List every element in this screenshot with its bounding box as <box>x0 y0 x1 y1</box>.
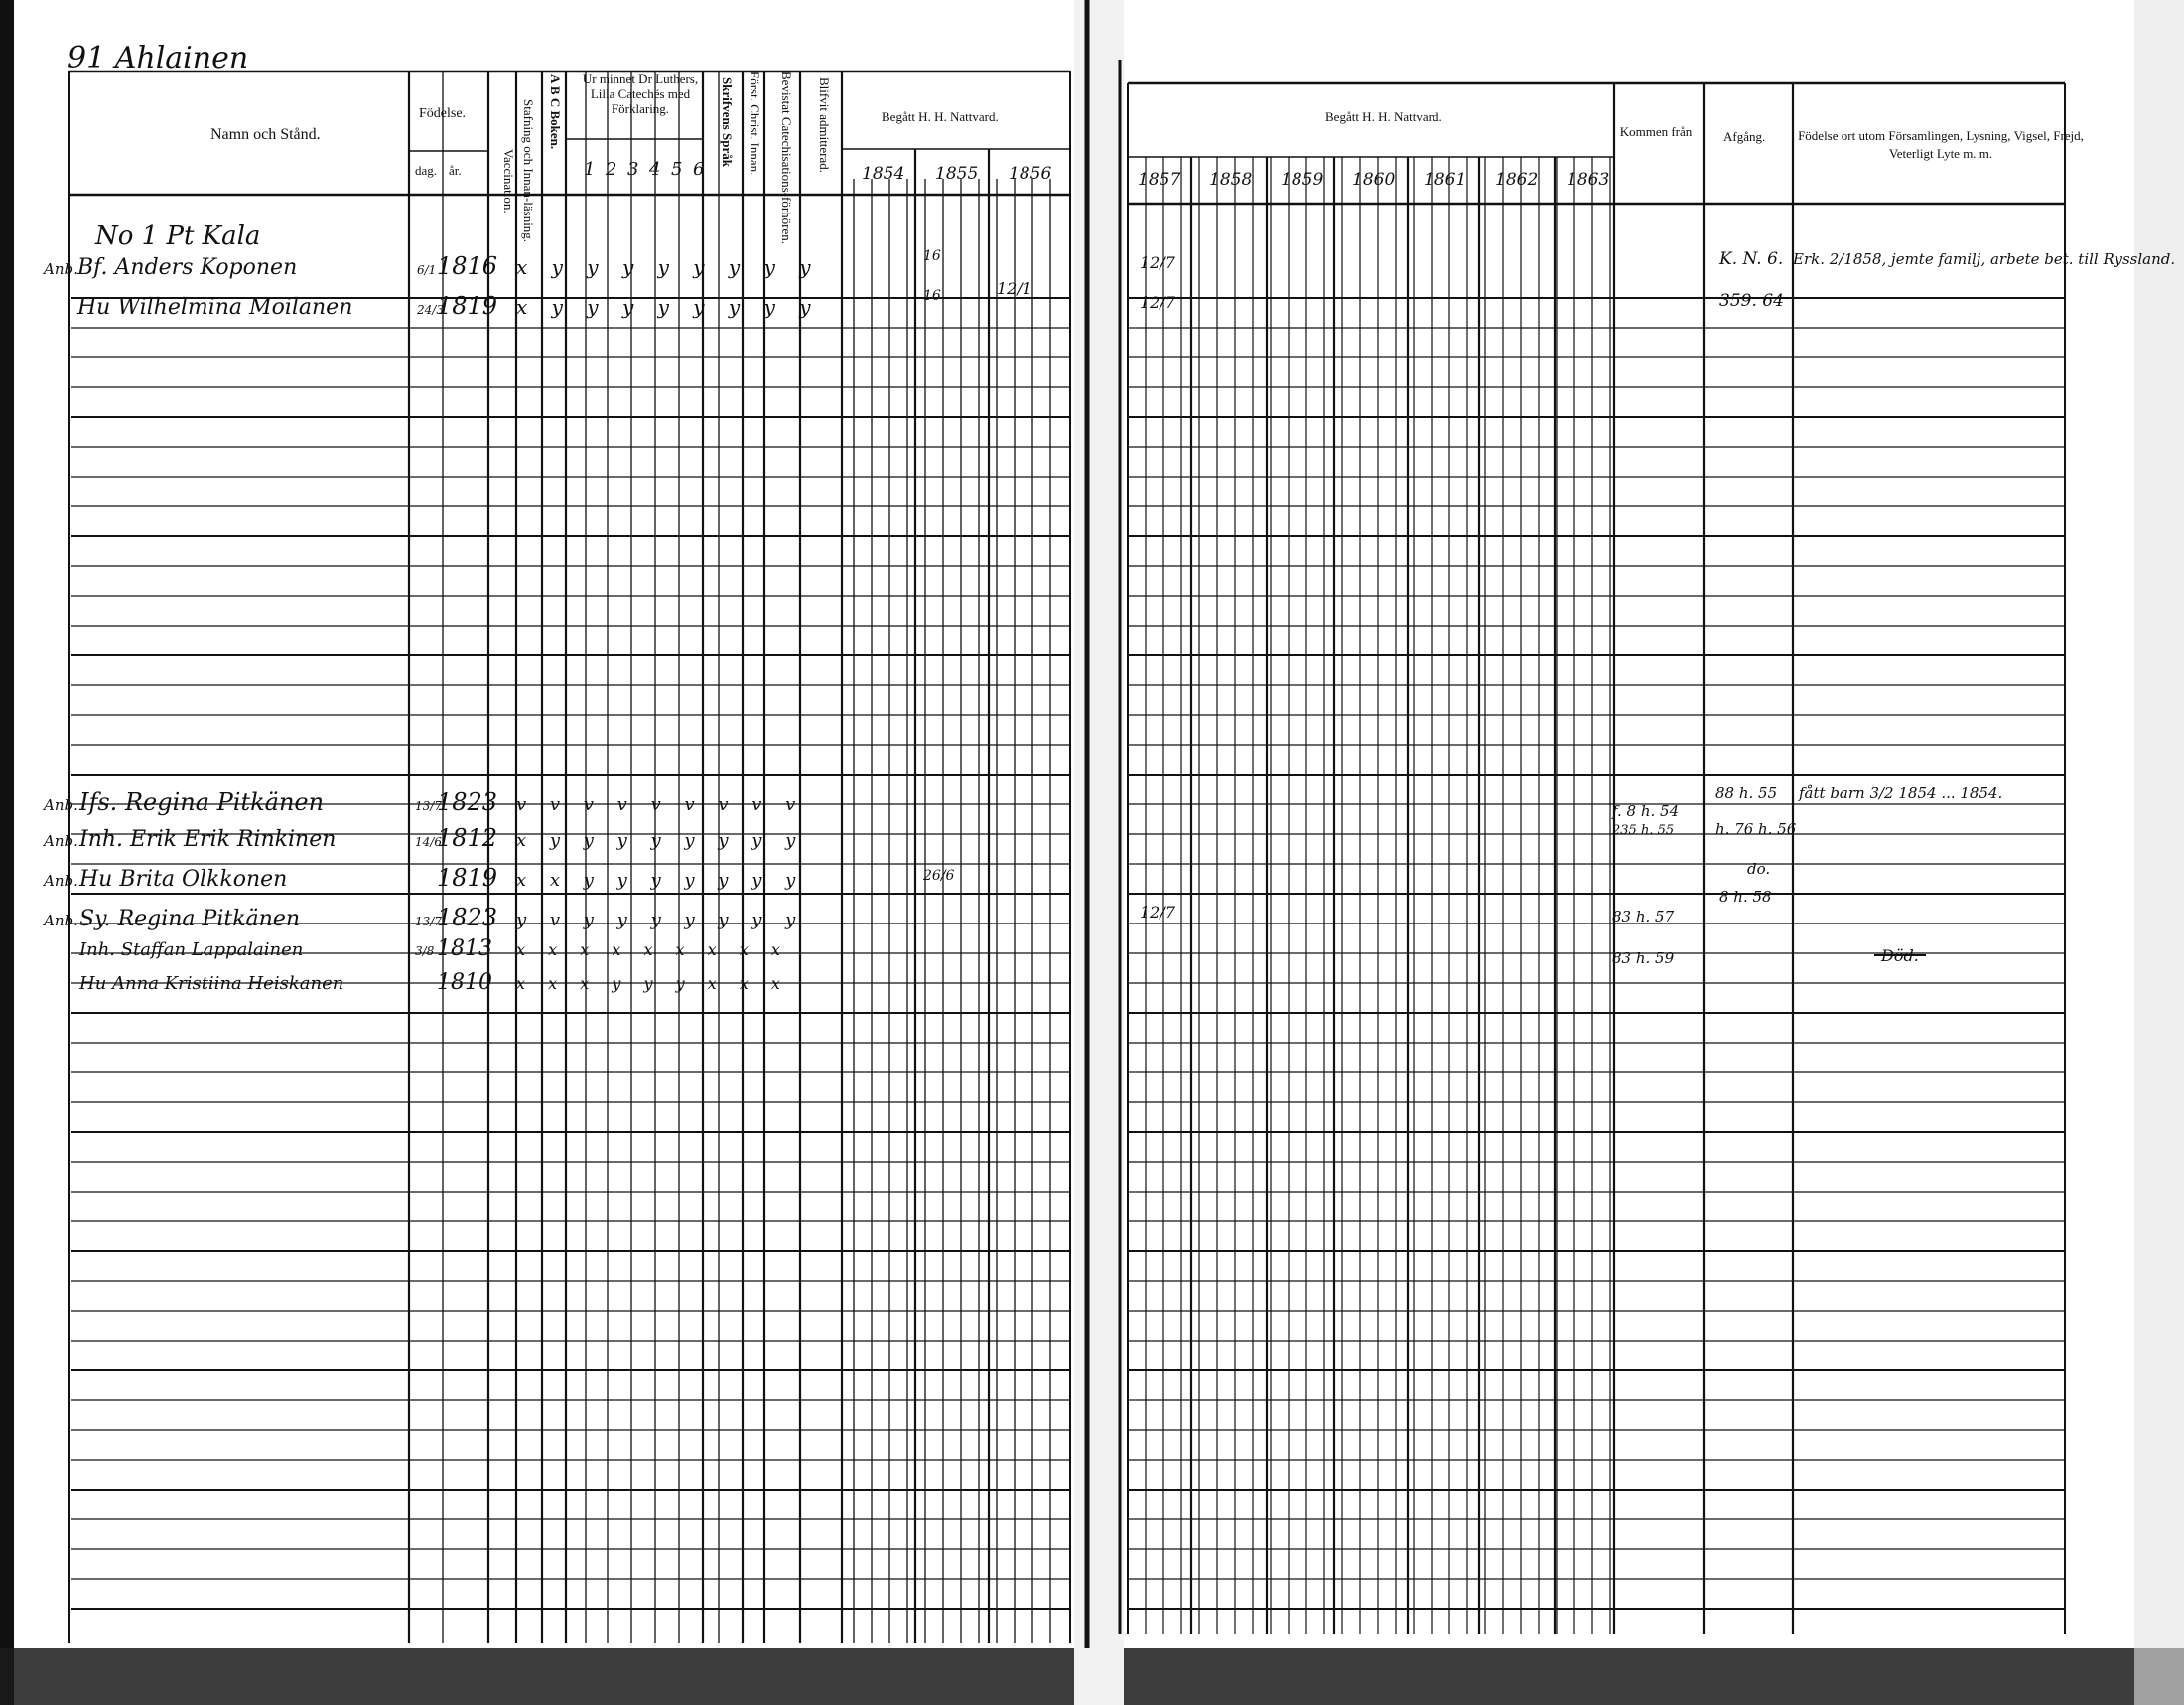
person-name: Hu Wilhelmina Moilanen <box>77 295 353 320</box>
person-name: Hu Anna Kristiina Heiskanen <box>79 973 344 994</box>
reading-marks: x x x x x x x x x <box>516 940 789 959</box>
header-confirmed: Bevistat Catechisations-förhören. <box>779 71 794 245</box>
reading-marks: x x y y y y y y y <box>516 870 805 891</box>
person-name: Inh. Staffan Lappalainen <box>79 939 304 960</box>
header-communion-right: Begått H. H. Nattvard. <box>1325 109 1442 124</box>
header-communion-left: Begått H. H. Nattvard. <box>882 109 999 124</box>
communion-mark: 16 <box>923 288 941 304</box>
row-margin-mark: Anb. <box>44 796 78 814</box>
communion-year: 1858 <box>1209 170 1253 190</box>
communion-mark: 26/6 <box>923 868 955 884</box>
communion-mark: 12/7 <box>1140 903 1175 922</box>
reading-marks: y v y y y y y y y <box>516 910 805 930</box>
row-margin-mark: Anb. <box>44 872 78 890</box>
catechism-number: 1 <box>584 159 596 180</box>
reading-marks: v v v v v v v v v <box>516 794 805 815</box>
person-name: Inh. Erik Erik Rinkinen <box>79 827 337 852</box>
communion-year: 1860 <box>1352 170 1396 190</box>
person-name: Ifs. Regina Pitkänen <box>79 788 325 816</box>
entry-note: Död. <box>1881 946 1919 965</box>
row-margin-mark: Anb. <box>44 912 78 929</box>
entry-came-from: f. 8 h. 54 <box>1612 802 1680 820</box>
header-vaccination: Vaccination. <box>501 149 516 213</box>
communion-mark: 12/7 <box>1140 253 1175 272</box>
header-departure: Afgång. <box>1723 129 1766 144</box>
person-name: Sy. Regina Pitkänen <box>79 907 301 931</box>
birth-year: 1813 <box>437 936 492 961</box>
communion-mark: 12/1 <box>997 279 1032 298</box>
page-title: 91 Ahlainen <box>68 41 249 75</box>
entry-came-from: 83 h. 59 <box>1612 949 1675 967</box>
reading-marks: x y y y y y y y y <box>516 255 820 279</box>
birth-year: 1819 <box>437 292 498 320</box>
birth-day: 13/7 <box>415 915 442 928</box>
row-margin-mark: Anb. <box>44 260 78 278</box>
birth-day: 24/3 <box>417 303 444 317</box>
birth-day: 14/6 <box>415 835 442 849</box>
reading-marks: x y y y y y y y y <box>516 830 805 851</box>
header-birth-year: år. <box>449 163 462 178</box>
entry-departure: do. <box>1747 860 1771 878</box>
birth-day: 6/1 <box>417 263 437 277</box>
birth-year: 1823 <box>437 788 498 816</box>
header-catechism: Ur minnet Dr Luthers, Lilla Catechés med Förklaring. <box>582 71 699 116</box>
communion-year: 1862 <box>1495 170 1539 190</box>
row-margin-mark: Anb. <box>44 832 78 850</box>
header-writing: Skrifvens Språk <box>720 77 735 167</box>
scan-edge-left <box>0 0 14 1705</box>
birth-year: 1810 <box>437 970 492 995</box>
catechism-number: 3 <box>627 159 639 180</box>
communion-years-left <box>862 164 1051 184</box>
birth-year: 1823 <box>437 904 498 931</box>
entry-departure: h. 76 h. 56 <box>1715 820 1797 838</box>
catechism-number: 5 <box>671 159 683 180</box>
person-name: Hu Brita Olkkonen <box>79 867 288 892</box>
person-row <box>76 292 820 320</box>
catechism-number: 6 <box>693 159 705 180</box>
communion-year: 1861 <box>1424 170 1467 190</box>
header-notes: Födelse ort utom Församlingen, Lysning, Vigsel, Frejd, Veterligt Lyte m. m. <box>1798 128 2084 161</box>
catechism-number: 2 <box>606 159 617 180</box>
birth-year: 1812 <box>437 824 498 852</box>
reading-marks: x y y y y y y y y <box>516 295 820 319</box>
catechism-number: 4 <box>649 159 661 180</box>
header-came-from-box <box>1616 123 1696 173</box>
birth-day: 13/7 <box>415 799 442 813</box>
household-label: No 1 Pt Kala <box>95 221 261 251</box>
entry-departure: 359. 64 <box>1719 291 1784 311</box>
header-notes-box <box>1797 127 2085 183</box>
communion-year: 1856 <box>1009 164 1052 184</box>
communion-year: 1855 <box>935 164 979 184</box>
entry-came-from: 235 h. 55 <box>1612 823 1675 838</box>
entry-came-from: 83 h. 57 <box>1612 908 1675 925</box>
communion-year: 1863 <box>1567 170 1610 190</box>
entry-departure: 88 h. 55 <box>1715 784 1778 802</box>
header-reading: Stafning och Innan-läsning. <box>521 99 536 243</box>
book-spine <box>1074 0 1124 1705</box>
birth-year: 1816 <box>437 252 498 280</box>
birth-day: 3/8 <box>415 944 435 958</box>
header-admitted: Blifvit admitterad. <box>817 77 832 174</box>
communion-mark: 16 <box>923 248 941 264</box>
entry-note: Erk. 2/1858, jemte familj, arbete bet. till Ryssland. <box>1793 250 2176 268</box>
communion-year: 1854 <box>862 164 905 184</box>
header-catechism-box <box>576 71 705 135</box>
communion-year: 1859 <box>1281 170 1324 190</box>
header-birth: Födelse. <box>419 106 467 121</box>
entry-note: fått barn 3/2 1854 ... 1854. <box>1799 784 2003 802</box>
person-name: Bf. Anders Koponen <box>77 255 298 280</box>
header-christ: Först. Christ. Innan. <box>748 71 762 176</box>
header-name: Namn och Stånd. <box>210 126 321 143</box>
reading-marks: x x x y y y x x x <box>516 974 789 993</box>
entry-departure: 8 h. 58 <box>1719 888 1772 906</box>
header-abc: A B C Boken. <box>548 74 563 150</box>
communion-mark: 12/7 <box>1140 293 1175 312</box>
header-came-from: Kommen från <box>1619 124 1693 139</box>
birth-year: 1819 <box>437 864 498 892</box>
communion-year: 1857 <box>1138 170 1181 190</box>
entry-departure: K. N. 6. <box>1719 249 1784 269</box>
header-birth-day: dag. <box>415 163 438 178</box>
